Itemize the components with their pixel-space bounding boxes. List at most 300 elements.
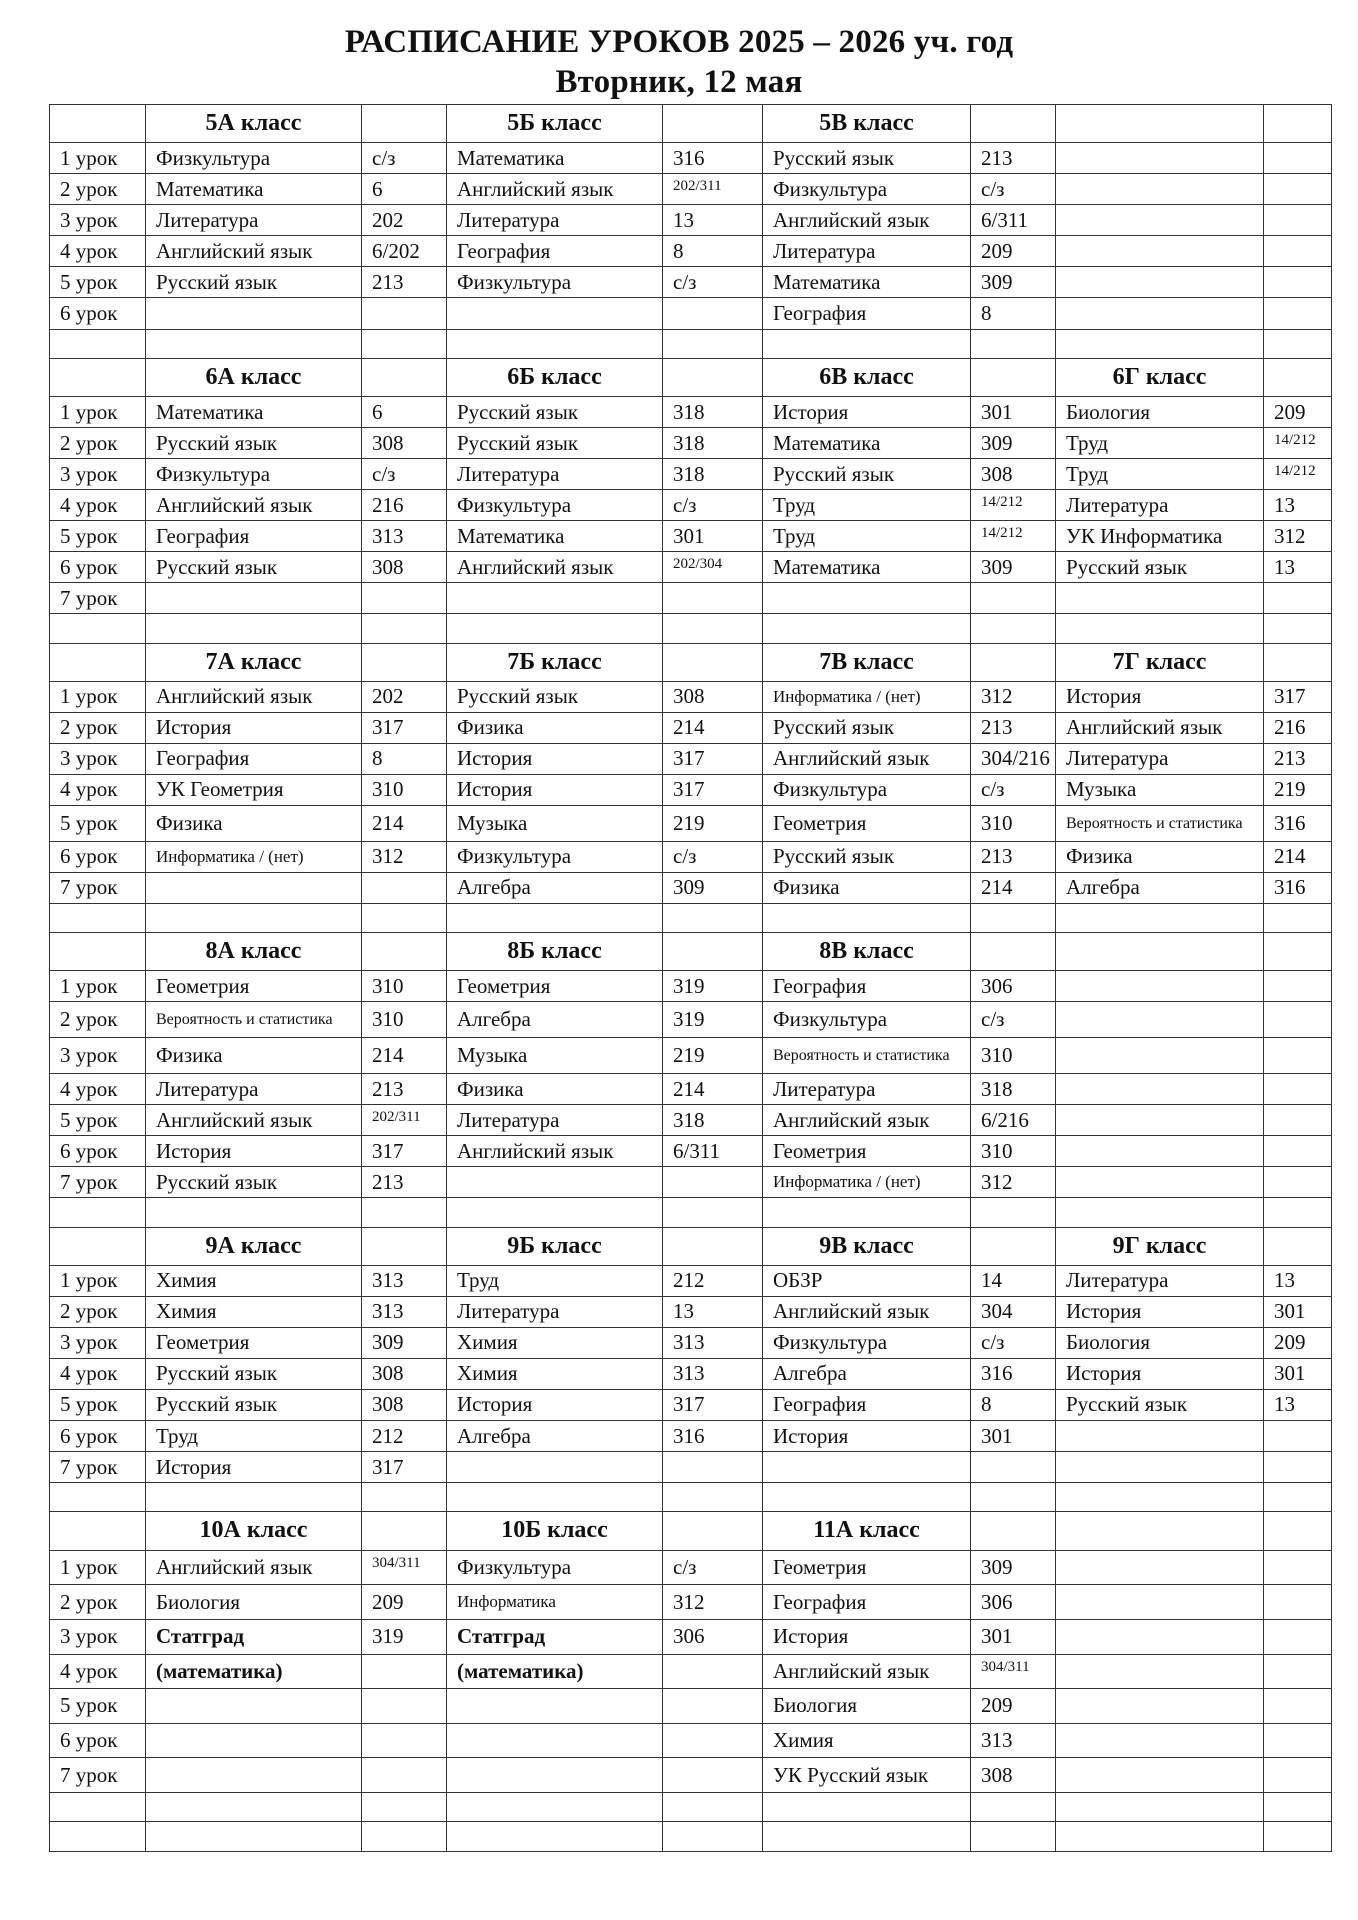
lesson-number: 5 урок xyxy=(50,267,146,298)
subject-cell: Физкультура xyxy=(447,490,663,521)
subject-cell xyxy=(146,614,362,643)
subject-cell: Русский язык xyxy=(146,1167,362,1198)
subject-cell: География xyxy=(763,298,971,329)
room-cell: 309 xyxy=(971,1550,1056,1585)
subject-cell: Физкультура xyxy=(447,841,663,872)
subject-cell xyxy=(763,1793,971,1822)
lesson-number: 1 урок xyxy=(50,681,146,712)
subject-cell xyxy=(146,872,362,903)
lesson-number: 3 урок xyxy=(50,1619,146,1654)
subject-cell: Литература xyxy=(447,1296,663,1327)
lesson-number: 6 урок xyxy=(50,1136,146,1167)
room-cell xyxy=(663,329,763,358)
room-cell xyxy=(362,1689,447,1724)
class-room-header xyxy=(362,1512,447,1550)
subject-cell: Английский язык xyxy=(146,490,362,521)
room-cell: 8 xyxy=(362,743,447,774)
room-cell: 319 xyxy=(663,971,763,1002)
lesson-row xyxy=(50,298,1332,329)
room-cell xyxy=(1264,1074,1332,1105)
subject-cell: Труд xyxy=(1056,459,1264,490)
room-cell: 308 xyxy=(971,1758,1056,1793)
lesson-number: 7 урок xyxy=(50,1452,146,1483)
room-cell: 6/202 xyxy=(362,236,447,267)
class-room-header xyxy=(971,1512,1056,1550)
subject-cell: Математика xyxy=(447,521,663,552)
subject-cell xyxy=(1056,1793,1264,1822)
room-cell xyxy=(1264,1619,1332,1654)
subject-cell: Математика xyxy=(146,396,362,427)
room-cell: 202 xyxy=(362,205,447,236)
subject-cell: Русский язык xyxy=(146,1389,362,1420)
room-cell: 14 xyxy=(971,1265,1056,1296)
room-cell: 310 xyxy=(362,774,447,805)
spacer-row xyxy=(50,1822,1332,1852)
subject-cell xyxy=(447,1822,663,1852)
subject-cell xyxy=(1056,1038,1264,1074)
subject-cell xyxy=(146,583,362,614)
subject-cell: Труд xyxy=(763,490,971,521)
room-cell: 304/216 xyxy=(971,743,1056,774)
subject-cell xyxy=(1056,583,1264,614)
class-name: 6Б класс xyxy=(447,358,663,396)
subject-cell: Английский язык xyxy=(447,174,663,205)
subject-cell xyxy=(763,1198,971,1227)
subject-cell xyxy=(447,614,663,643)
room-cell: 318 xyxy=(663,459,763,490)
room-cell: 209 xyxy=(1264,1327,1332,1358)
room-cell xyxy=(362,1723,447,1758)
lesson-number: 4 урок xyxy=(50,774,146,805)
room-cell: 310 xyxy=(971,1136,1056,1167)
room-cell: 304/311 xyxy=(362,1550,447,1585)
room-cell: с/з xyxy=(971,174,1056,205)
subject-cell: Алгебра xyxy=(1056,872,1264,903)
header-corner-cell xyxy=(50,1227,146,1265)
subject-cell: История xyxy=(447,1389,663,1420)
subject-cell: Русский язык xyxy=(146,428,362,459)
class-room-header xyxy=(362,358,447,396)
subject-cell xyxy=(447,1167,663,1198)
room-cell xyxy=(1264,1723,1332,1758)
lesson-number xyxy=(50,1198,146,1227)
lesson-row xyxy=(50,1689,1332,1724)
subject-cell xyxy=(763,903,971,932)
class-room-header xyxy=(1264,1227,1332,1265)
subject-cell xyxy=(146,1793,362,1822)
lesson-number: 2 урок xyxy=(50,1002,146,1038)
subject-cell: Физика xyxy=(763,872,971,903)
subject-cell: Информатика / (нет) xyxy=(763,1167,971,1198)
subject-cell: Русский язык xyxy=(1056,1389,1264,1420)
subject-cell: Химия xyxy=(146,1265,362,1296)
room-cell: 310 xyxy=(362,1002,447,1038)
subject-cell xyxy=(1056,329,1264,358)
subject-cell xyxy=(1056,174,1264,205)
room-cell xyxy=(663,1654,763,1689)
room-cell: 313 xyxy=(362,1296,447,1327)
lesson-number: 4 урок xyxy=(50,1358,146,1389)
room-cell: 13 xyxy=(663,205,763,236)
room-cell: 310 xyxy=(362,971,447,1002)
subject-cell xyxy=(1056,1105,1264,1136)
room-cell: 312 xyxy=(663,1585,763,1620)
class-header-row xyxy=(50,105,1332,143)
subject-cell: Музыка xyxy=(1056,774,1264,805)
subject-cell: Английский язык xyxy=(763,1105,971,1136)
room-cell: с/з xyxy=(663,841,763,872)
subject-cell: Химия xyxy=(447,1358,663,1389)
subject-cell xyxy=(763,583,971,614)
room-cell: 312 xyxy=(971,681,1056,712)
lesson-row xyxy=(50,1296,1332,1327)
subject-cell: Физика xyxy=(146,805,362,841)
subject-cell: Русский язык xyxy=(763,712,971,743)
room-cell xyxy=(1264,1822,1332,1852)
room-cell xyxy=(971,1198,1056,1227)
header-corner-cell xyxy=(50,105,146,143)
subject-cell: История xyxy=(763,1421,971,1452)
subject-cell: Литература xyxy=(447,205,663,236)
subject-cell: География xyxy=(763,971,971,1002)
room-cell: 8 xyxy=(971,1389,1056,1420)
room-cell xyxy=(663,903,763,932)
class-room-header xyxy=(663,1227,763,1265)
room-cell xyxy=(663,1793,763,1822)
room-cell: 317 xyxy=(362,712,447,743)
room-cell: 309 xyxy=(663,872,763,903)
room-cell xyxy=(1264,1689,1332,1724)
class-room-header xyxy=(1264,105,1332,143)
room-cell: 202/311 xyxy=(663,174,763,205)
lesson-row xyxy=(50,1619,1332,1654)
room-cell: с/з xyxy=(663,1550,763,1585)
subject-cell: История xyxy=(146,712,362,743)
lesson-number: 3 урок xyxy=(50,1327,146,1358)
subject-cell: Литература xyxy=(447,1105,663,1136)
subject-cell xyxy=(146,1198,362,1227)
subject-cell: Алгебра xyxy=(447,1002,663,1038)
subject-cell: УК Русский язык xyxy=(763,1758,971,1793)
page-title: РАСПИСАНИЕ УРОКОВ 2025 – 2026 уч. год xyxy=(344,24,1014,60)
lesson-number xyxy=(50,903,146,932)
subject-cell xyxy=(1056,1167,1264,1198)
subject-cell xyxy=(1056,143,1264,174)
subject-cell: Физкультура xyxy=(146,459,362,490)
room-cell: 317 xyxy=(1264,681,1332,712)
class-header-row xyxy=(50,358,1332,396)
room-cell xyxy=(362,1793,447,1822)
class-name: 6Г класс xyxy=(1056,358,1264,396)
lesson-row xyxy=(50,1389,1332,1420)
class-room-header xyxy=(362,105,447,143)
subject-cell xyxy=(1056,1550,1264,1585)
room-cell: 209 xyxy=(971,1689,1056,1724)
room-cell xyxy=(1264,1585,1332,1620)
subject-cell: Русский язык xyxy=(146,267,362,298)
room-cell xyxy=(663,1723,763,1758)
spacer-row xyxy=(50,1198,1332,1227)
class-name: 5В класс xyxy=(763,105,971,143)
subject-cell: Английский язык xyxy=(1056,712,1264,743)
room-cell: 317 xyxy=(362,1452,447,1483)
subject-cell: Вероятность и статистика xyxy=(146,1002,362,1038)
lesson-row xyxy=(50,1452,1332,1483)
lesson-row xyxy=(50,1421,1332,1452)
class-name: 6А класс xyxy=(146,358,362,396)
room-cell xyxy=(1264,205,1332,236)
lesson-number: 4 урок xyxy=(50,490,146,521)
subject-cell xyxy=(1056,205,1264,236)
room-cell: с/з xyxy=(362,143,447,174)
subject-cell: История xyxy=(447,743,663,774)
room-cell: 301 xyxy=(663,521,763,552)
lesson-row xyxy=(50,681,1332,712)
lesson-number: 3 урок xyxy=(50,1038,146,1074)
class-room-header xyxy=(971,933,1056,971)
subject-cell xyxy=(1056,1421,1264,1452)
subject-cell: Литература xyxy=(146,1074,362,1105)
room-cell: 313 xyxy=(663,1358,763,1389)
room-cell: 213 xyxy=(362,1074,447,1105)
room-cell: 313 xyxy=(971,1723,1056,1758)
lesson-number: 4 урок xyxy=(50,1654,146,1689)
room-cell: 209 xyxy=(971,236,1056,267)
subject-cell: Физкультура xyxy=(763,174,971,205)
subject-cell: Геометрия xyxy=(146,971,362,1002)
subject-cell: Физкультура xyxy=(763,1002,971,1038)
room-cell: 313 xyxy=(362,1265,447,1296)
room-cell: 308 xyxy=(971,459,1056,490)
lesson-number: 3 урок xyxy=(50,459,146,490)
subject-cell: Математика xyxy=(763,552,971,583)
lesson-number: 2 урок xyxy=(50,174,146,205)
room-cell: 214 xyxy=(663,1074,763,1105)
room-cell: 216 xyxy=(362,490,447,521)
subject-cell: Информатика xyxy=(447,1585,663,1620)
room-cell: 312 xyxy=(971,1167,1056,1198)
room-cell: 317 xyxy=(663,1389,763,1420)
subject-cell: УК Информатика xyxy=(1056,521,1264,552)
subject-cell: Физика xyxy=(447,1074,663,1105)
subject-cell xyxy=(1056,267,1264,298)
lesson-row xyxy=(50,236,1332,267)
subject-cell: Статград xyxy=(146,1619,362,1654)
subject-cell xyxy=(1056,1758,1264,1793)
room-cell xyxy=(971,1452,1056,1483)
subject-cell xyxy=(1056,1723,1264,1758)
room-cell: 308 xyxy=(362,428,447,459)
class-room-header xyxy=(362,643,447,681)
subject-cell: Труд xyxy=(763,521,971,552)
subject-cell xyxy=(1056,903,1264,932)
header-corner-cell xyxy=(50,358,146,396)
subject-cell xyxy=(146,298,362,329)
room-cell: с/з xyxy=(663,267,763,298)
lesson-number xyxy=(50,1793,146,1822)
subject-cell xyxy=(447,298,663,329)
class-room-header xyxy=(663,643,763,681)
subject-cell: Геометрия xyxy=(763,1136,971,1167)
room-cell: 313 xyxy=(663,1327,763,1358)
room-cell xyxy=(1264,1550,1332,1585)
class-header-row xyxy=(50,1227,1332,1265)
subject-cell: Физика xyxy=(146,1038,362,1074)
lesson-number: 7 урок xyxy=(50,583,146,614)
class-room-header xyxy=(1264,643,1332,681)
subject-cell: Информатика / (нет) xyxy=(146,841,362,872)
subject-cell: История xyxy=(1056,681,1264,712)
room-cell: 14/212 xyxy=(971,490,1056,521)
lesson-row xyxy=(50,459,1332,490)
class-name xyxy=(1056,105,1264,143)
subject-cell: Математика xyxy=(763,267,971,298)
subject-cell: Физика xyxy=(1056,841,1264,872)
lesson-row xyxy=(50,1038,1332,1074)
room-cell: 309 xyxy=(971,552,1056,583)
subject-cell xyxy=(146,1689,362,1724)
room-cell: 316 xyxy=(971,1358,1056,1389)
subject-cell xyxy=(447,1452,663,1483)
lesson-row xyxy=(50,1002,1332,1038)
room-cell xyxy=(1264,1105,1332,1136)
subject-cell: География xyxy=(763,1585,971,1620)
room-cell xyxy=(1264,1038,1332,1074)
subject-cell xyxy=(447,1689,663,1724)
room-cell: 316 xyxy=(663,143,763,174)
room-cell: с/з xyxy=(971,1002,1056,1038)
spacer-row xyxy=(50,903,1332,932)
room-cell xyxy=(1264,1198,1332,1227)
room-cell xyxy=(1264,614,1332,643)
room-cell xyxy=(1264,1167,1332,1198)
subject-cell: Труд xyxy=(1056,428,1264,459)
subject-cell: Химия xyxy=(447,1327,663,1358)
class-name: 10Б класс xyxy=(447,1512,663,1550)
room-cell: 308 xyxy=(362,1389,447,1420)
subject-cell: Русский язык xyxy=(447,681,663,712)
subject-cell: Биология xyxy=(146,1585,362,1620)
subject-cell: География xyxy=(146,743,362,774)
class-room-header xyxy=(971,105,1056,143)
subject-cell: ОБЗР xyxy=(763,1265,971,1296)
subject-cell xyxy=(447,1483,663,1512)
subject-cell: Физика xyxy=(447,712,663,743)
room-cell xyxy=(1264,903,1332,932)
room-cell: 318 xyxy=(663,1105,763,1136)
subject-cell: Геометрия xyxy=(447,971,663,1002)
room-cell: 213 xyxy=(362,267,447,298)
lesson-row xyxy=(50,428,1332,459)
room-cell: 313 xyxy=(362,521,447,552)
subject-cell xyxy=(146,903,362,932)
room-cell: 219 xyxy=(1264,774,1332,805)
subject-cell xyxy=(447,583,663,614)
lesson-row xyxy=(50,396,1332,427)
subject-cell: Английский язык xyxy=(763,743,971,774)
subject-cell: Геометрия xyxy=(763,1550,971,1585)
room-cell: 301 xyxy=(1264,1296,1332,1327)
class-room-header xyxy=(1264,933,1332,971)
subject-cell: География xyxy=(447,236,663,267)
room-cell: 312 xyxy=(362,841,447,872)
lesson-number: 1 урок xyxy=(50,143,146,174)
subject-cell xyxy=(1056,298,1264,329)
lesson-number: 6 урок xyxy=(50,1421,146,1452)
lesson-row xyxy=(50,1074,1332,1105)
subject-cell xyxy=(1056,1585,1264,1620)
subject-cell: Английский язык xyxy=(763,205,971,236)
class-room-header xyxy=(1264,1512,1332,1550)
room-cell: 13 xyxy=(1264,552,1332,583)
spacer-row xyxy=(50,1793,1332,1822)
subject-cell: История xyxy=(763,1619,971,1654)
class-name: 7А класс xyxy=(146,643,362,681)
room-cell: с/з xyxy=(971,1327,1056,1358)
room-cell: 304 xyxy=(971,1296,1056,1327)
subject-cell xyxy=(146,329,362,358)
room-cell xyxy=(362,1483,447,1512)
subject-cell: Информатика / (нет) xyxy=(763,681,971,712)
room-cell: 319 xyxy=(362,1619,447,1654)
lesson-number: 6 урок xyxy=(50,1723,146,1758)
room-cell: 14/212 xyxy=(1264,428,1332,459)
subject-cell: Вероятность и статистика xyxy=(1056,805,1264,841)
room-cell: 310 xyxy=(971,1038,1056,1074)
room-cell xyxy=(362,1822,447,1852)
lesson-number: 7 урок xyxy=(50,872,146,903)
class-header-row xyxy=(50,643,1332,681)
room-cell: 309 xyxy=(362,1327,447,1358)
room-cell xyxy=(1264,1758,1332,1793)
subject-cell: История xyxy=(146,1136,362,1167)
subject-cell xyxy=(146,1483,362,1512)
room-cell: 318 xyxy=(663,396,763,427)
room-cell: 214 xyxy=(1264,841,1332,872)
subject-cell xyxy=(1056,1689,1264,1724)
room-cell: 213 xyxy=(971,712,1056,743)
subject-cell: Литература xyxy=(1056,490,1264,521)
room-cell: 209 xyxy=(362,1585,447,1620)
class-room-header xyxy=(1264,358,1332,396)
room-cell xyxy=(1264,329,1332,358)
class-room-header xyxy=(362,933,447,971)
subject-cell: Математика xyxy=(447,143,663,174)
subject-cell: Физкультура xyxy=(763,774,971,805)
subject-cell xyxy=(1056,236,1264,267)
lesson-row xyxy=(50,774,1332,805)
page-subtitle: Вторник, 12 мая xyxy=(555,64,803,100)
subject-cell xyxy=(447,903,663,932)
room-cell xyxy=(1264,1421,1332,1452)
room-cell xyxy=(663,1452,763,1483)
subject-cell: Физкультура xyxy=(447,267,663,298)
lesson-row xyxy=(50,841,1332,872)
lesson-number: 6 урок xyxy=(50,552,146,583)
room-cell xyxy=(663,1822,763,1852)
class-name: 5А класс xyxy=(146,105,362,143)
subject-cell xyxy=(763,614,971,643)
class-room-header xyxy=(971,1227,1056,1265)
subject-cell: Литература xyxy=(1056,743,1264,774)
lesson-row xyxy=(50,552,1332,583)
room-cell xyxy=(971,329,1056,358)
class-room-header xyxy=(362,1227,447,1265)
room-cell: 13 xyxy=(663,1296,763,1327)
class-name: 10А класс xyxy=(146,1512,362,1550)
lesson-number: 3 урок xyxy=(50,205,146,236)
lesson-number: 1 урок xyxy=(50,1265,146,1296)
